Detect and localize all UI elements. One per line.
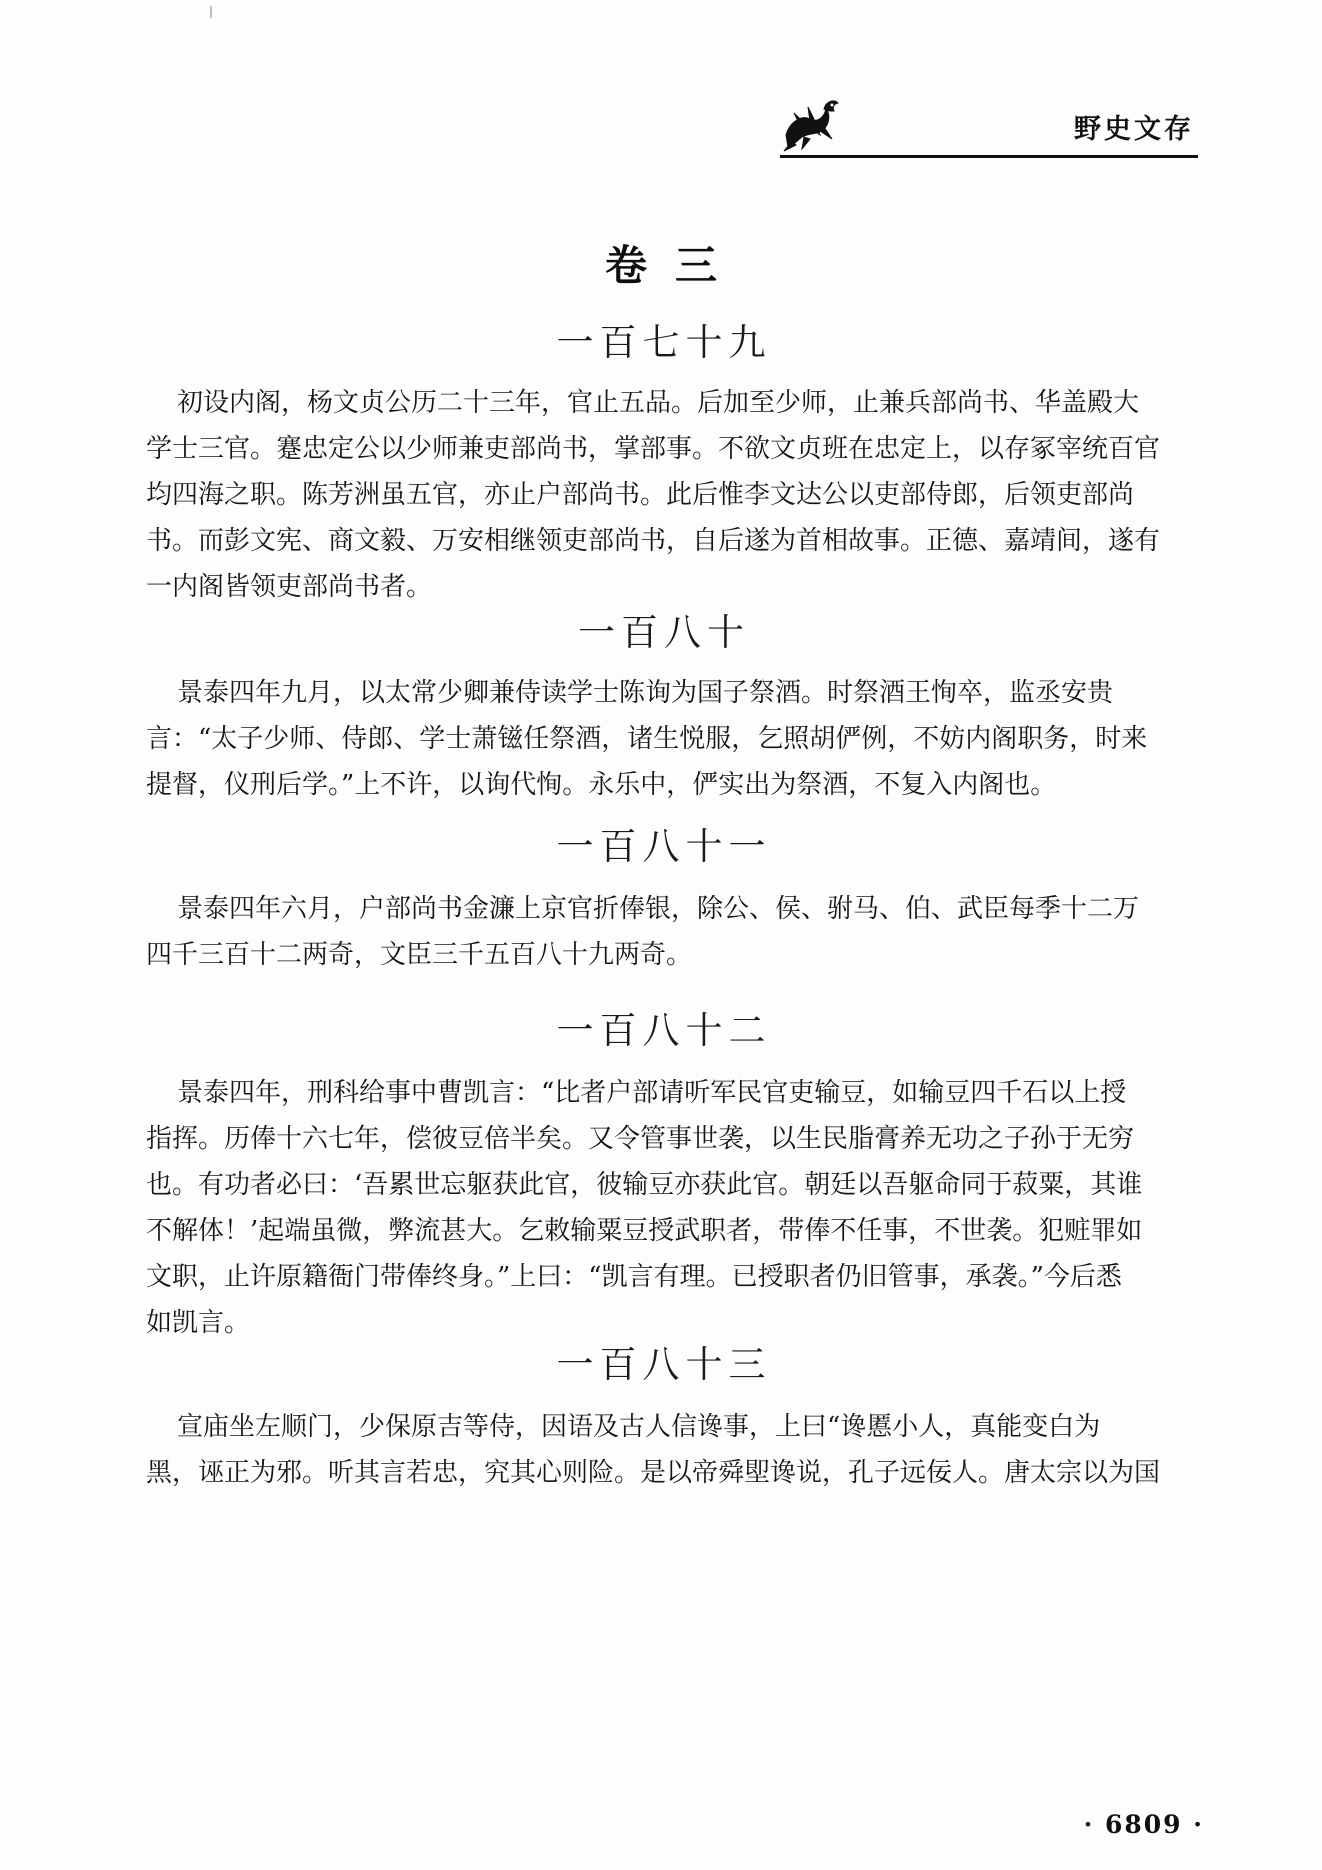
running-header xyxy=(780,95,1198,159)
text-line: 文职，止许原籍衙门带俸终身。”上曰：“凯言有理。已授职者仍旧管事，承袭。”今后悉 xyxy=(146,1262,1122,1292)
section-body-182 xyxy=(146,1070,1208,1346)
text-line: 不解体！’起端虽微，弊流甚大。乞敕输粟豆授武职者，带俸不任事，不世袭。犯赃罪如 xyxy=(146,1216,1143,1246)
text-line: 宣庙坐左顺门，少保原吉等侍，因语及古人信谗事，上曰“谗慝小人，真能变白为 xyxy=(177,1412,1101,1442)
section-body-180 xyxy=(146,670,1208,808)
text-line: 景泰四年，刑科给事中曹凯言：“比者户部请听军民官吏输豆，如输豆四千石以上授 xyxy=(177,1078,1127,1108)
text-line: 言：“太子少师、侍郎、学士萧镃任祭酒，诸生悦服，乞照胡俨例，不妨内阁职务，时来 xyxy=(146,724,1148,754)
text-line: 初设内阁，杨文贞公历二十三年，官止五品。后加至少师，止兼兵部尚书、华盖殿大 xyxy=(177,388,1140,418)
header-rule xyxy=(780,155,1198,158)
text-line: 提督，仪刑后学。”上不许，以询代恂。永乐中，俨实出为祭酒，不复入内阁也。 xyxy=(146,770,1057,800)
text-line: 四千三百十二两奇，文臣三千五百八十九两奇。 xyxy=(146,940,693,970)
text-line: 书。而彭文宪、商文毅、万安相继领吏部尚书，自后遂为首相故事。正德、嘉靖间，遂有 xyxy=(146,526,1161,556)
text-line: 景泰四年六月，户部尚书金濂上京官折俸银，除公、侯、驸马、伯、武臣每季十二万 xyxy=(177,894,1140,924)
scan-tick-mark xyxy=(210,6,212,18)
text-line: 均四海之职。陈芳洲虽五官，亦止户部尚书。此后惟李文达公以吏部侍郎，后领吏部尚 xyxy=(146,480,1135,510)
section-heading-182: 一百八十二 xyxy=(556,1009,772,1052)
text-line: 如凯言。 xyxy=(146,1308,251,1338)
running-header-title: 野史文存 xyxy=(1074,114,1194,145)
section-heading-180: 一百八十 xyxy=(578,611,750,654)
text-line: 一内阁皆领吏部尚书者。 xyxy=(146,572,433,602)
section-body-181 xyxy=(146,886,1208,978)
section-body-183 xyxy=(146,1404,1208,1496)
text-line: 黑，诬正为邪。听其言若忠，究其心则险。是以帝舜堲谗说，孔子远佞人。唐太宗以为国 xyxy=(146,1458,1161,1488)
text-line: 也。有功者必曰：‘吾累世忘躯获此官，彼输豆亦获此官。朝廷以吾躯命同于菽粟，其谁 xyxy=(146,1170,1143,1200)
volume-title: 卷三 xyxy=(604,241,745,290)
dragon-emblem-icon xyxy=(780,95,842,153)
page-number: · 6809 · xyxy=(1083,1810,1204,1839)
section-heading-179: 一百七十九 xyxy=(556,321,772,364)
text-line: 指挥。历俸十六七年，偿彼豆倍半矣。又令管事世袭，以生民脂膏养无功之子孙于无穷 xyxy=(146,1124,1135,1154)
text-line: 景泰四年九月，以太常少卿兼侍读学士陈询为国子祭酒。时祭酒王恂卒，监丞安贵 xyxy=(177,678,1114,708)
section-body-179 xyxy=(146,380,1208,610)
section-heading-183: 一百八十三 xyxy=(556,1343,772,1386)
section-heading-181: 一百八十一 xyxy=(556,825,772,868)
text-line: 学士三官。蹇忠定公以少师兼吏部尚书，掌部事。不欲文贞班在忠定上，以存冢宰统百官 xyxy=(146,434,1161,464)
